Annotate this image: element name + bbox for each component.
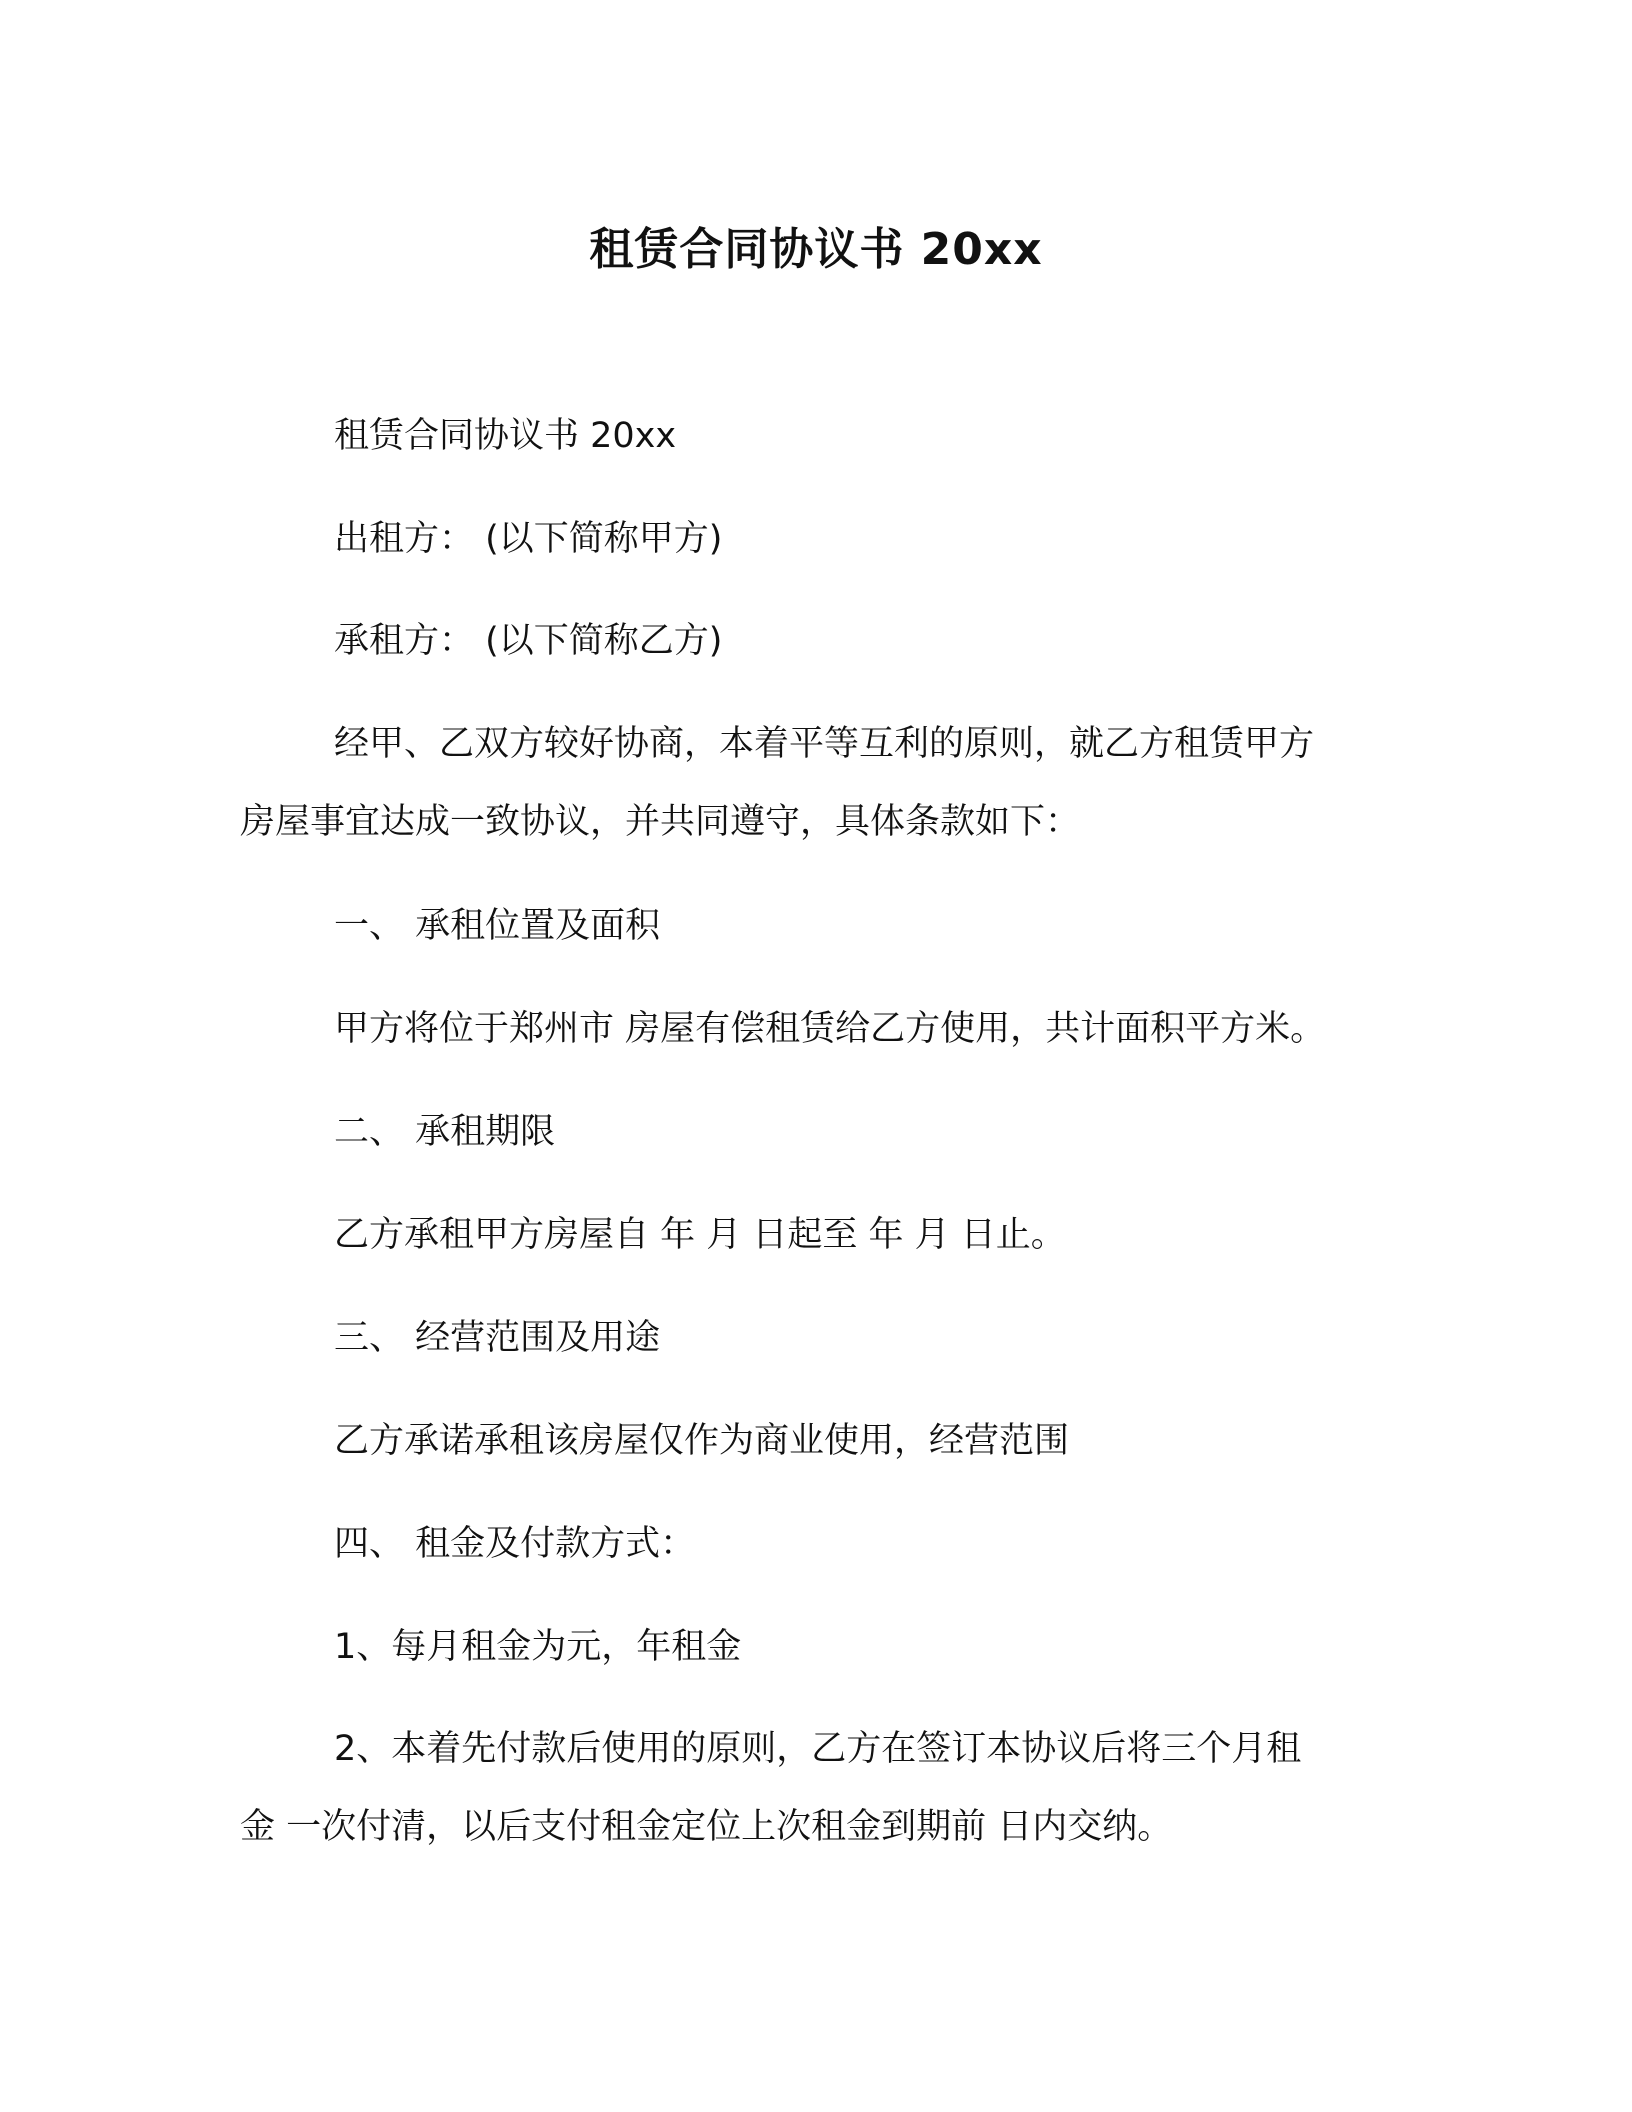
section-4-item-1 xyxy=(240,1608,1400,1686)
section-2-heading xyxy=(240,1093,1400,1171)
paragraph-preamble xyxy=(240,705,1400,861)
paragraph-text: 经甲、乙双方较好协商，本着平等互利的原则，就乙方租赁甲方 xyxy=(334,724,1315,764)
paragraph-text: 出租方： (以下简称甲方) xyxy=(334,519,723,559)
paragraph-text: 租赁合同协议书 20xx xyxy=(334,416,677,456)
paragraph-text: 承租方： (以下简称乙方) xyxy=(334,621,723,661)
paragraph-text: 乙方承诺承租该房屋仅作为商业使用，经营范围 xyxy=(334,1421,1070,1461)
section-heading-text: 二、 承租期限 xyxy=(334,1112,556,1152)
paragraph-text: 2、本着先付款后使用的原则，乙方在签订本协议后将三个月租 xyxy=(334,1729,1302,1769)
section-3-heading xyxy=(240,1299,1400,1377)
paragraph-text: 房屋事宜达成一致协议，并共同遵守，具体条款如下： xyxy=(240,802,1081,842)
section-heading-text: 三、 经营范围及用途 xyxy=(334,1318,661,1358)
section-3-body xyxy=(240,1402,1400,1480)
section-heading-text: 四、 租金及付款方式： xyxy=(334,1524,696,1564)
paragraph-text: 1、每月租金为元，年租金 xyxy=(334,1627,742,1667)
paragraph-lessor xyxy=(240,500,1400,578)
section-2-body xyxy=(240,1196,1400,1274)
section-1-body xyxy=(240,990,1400,1068)
section-4-heading xyxy=(240,1505,1400,1583)
paragraph-text: 乙方承租甲方房屋自 年 月 日起至 年 月 日止。 xyxy=(334,1215,1066,1255)
section-heading-text: 一、 承租位置及面积 xyxy=(334,906,661,946)
paragraph-subtitle xyxy=(240,397,1400,475)
section-4-item-2 xyxy=(240,1710,1400,1866)
paragraph-text: 甲方将位于郑州市 房屋有偿租赁给乙方使用，共计面积平方米。 xyxy=(334,1009,1326,1049)
paragraph-text: 金 一次付清，以后支付租金定位上次租金到期前 日内交纳。 xyxy=(240,1807,1173,1847)
paragraph-line xyxy=(240,705,1400,783)
paragraph-line xyxy=(240,783,1400,861)
paragraph-line xyxy=(240,1710,1400,1788)
paragraph-line xyxy=(240,1788,1400,1866)
document-title: 租赁合同协议书 20xx xyxy=(589,224,1043,275)
paragraph-lessee xyxy=(240,602,1400,680)
section-1-heading xyxy=(240,887,1400,965)
